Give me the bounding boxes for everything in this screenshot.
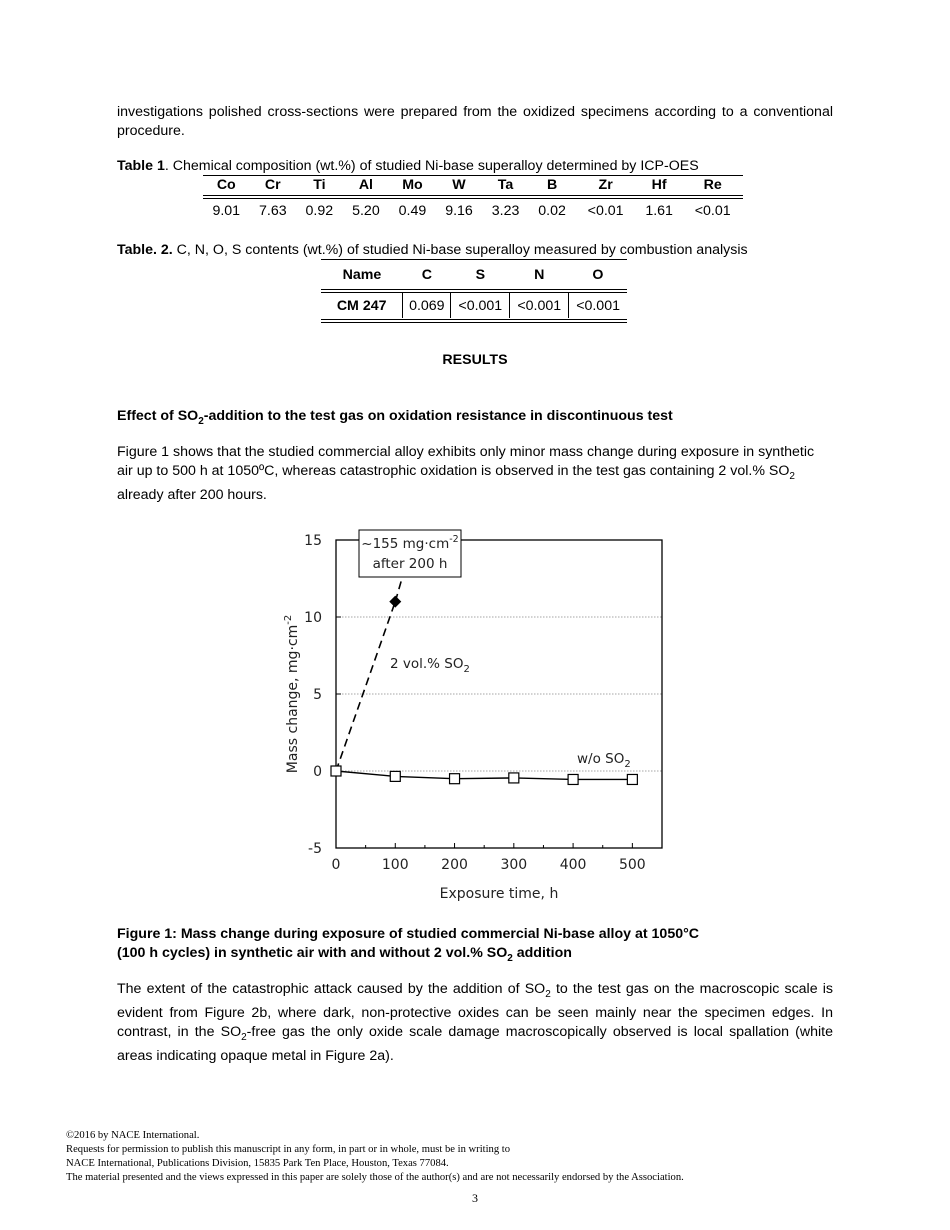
- table1-header: Al: [358, 177, 373, 193]
- y-axis-label: [283, 615, 301, 773]
- subsection-text-pre: Effect of SO: [117, 408, 199, 424]
- paragraph-1: [117, 443, 827, 504]
- table1-cell: 9.16: [445, 203, 473, 219]
- table2-caption: [117, 241, 837, 260]
- table2-grid: [321, 260, 627, 323]
- table1-header: Zr: [598, 177, 613, 193]
- series-air-point: [450, 774, 460, 784]
- y-tick-label: -5: [308, 841, 322, 857]
- x-axis-label: Exposure time, h: [439, 886, 559, 902]
- series-label-so2-text: 2 vol.% SO: [390, 656, 464, 672]
- table2-header: S: [475, 266, 486, 283]
- table1-caption: [117, 157, 837, 176]
- table1-cell: 9.01: [212, 203, 241, 219]
- annotation-line1: [361, 534, 458, 552]
- footer-disclaimer: The material presented and the views expressed in this paper are solely those of the author(s) and are not necessarily endorsed by the Association.: [66, 1172, 684, 1183]
- table2-cell: <0.001: [510, 293, 569, 318]
- table2: [321, 259, 627, 323]
- table1-header: Mo: [402, 177, 423, 193]
- subsection-sub: 2: [198, 415, 204, 427]
- table2-header: N: [534, 266, 545, 283]
- table2-cell: <0.001: [451, 293, 510, 318]
- table1: [203, 175, 743, 222]
- paragraph1-text: Figure 1 shows that the studied commercial alloy exhibits only minor mass change during exposure in synthetic air up to 500 h at 1050ºC, whereas catastrophic oxidation is observed in the test gas containing 2 vol.% SO: [117, 444, 815, 479]
- y-tick-label: 5: [313, 687, 322, 703]
- series-air-point: [509, 773, 519, 783]
- paragraph2-text-1: The extent of the catastrophic attack caused by the addition of SO: [117, 981, 546, 997]
- annotation-line1-sup: -2: [449, 534, 459, 545]
- chart-gridlines: [336, 617, 662, 771]
- figure1-caption-line2: [117, 944, 699, 968]
- series-so2-line: [336, 602, 395, 771]
- paragraph1-sub: 2: [789, 470, 795, 482]
- annotation-line1-text: ~155 mg·cm: [361, 536, 450, 552]
- intro-paragraph: investigations polished cross-sections were prepared from the oxidized specimens according to a conventional procedure.: [117, 104, 833, 139]
- table1-header: Hf: [651, 177, 667, 193]
- table1-header: W: [452, 177, 466, 193]
- table2-header-row: [321, 260, 627, 289]
- series-label-air: [577, 751, 631, 770]
- paragraph2-text-3: -free gas the only oxide scale damage macroscopically observed is local spallation (white areas indicating opaque metal in Figure 2a).: [117, 1023, 833, 1065]
- table1-cell: <0.01: [587, 203, 624, 219]
- x-tick-label: 400: [559, 857, 587, 873]
- figure1-caption-line1: Figure 1: Mass change during exposure of studied commercial Ni-base alloy at 1050°C: [117, 926, 700, 942]
- figure1-chart: [270, 520, 680, 905]
- series-air-line: [336, 771, 632, 779]
- x-tick-label: 500: [618, 857, 646, 873]
- x-tick-label: 200: [441, 857, 468, 873]
- table1-header: Co: [216, 177, 236, 193]
- paragraph1-text-end: already after 200 hours.: [117, 486, 267, 503]
- table1-header: Ti: [313, 177, 326, 193]
- y-axis-label-sup: -2: [283, 614, 294, 625]
- table1-header-row: [203, 176, 743, 194]
- table1-cell: <0.01: [694, 203, 731, 219]
- table2-header: Name: [342, 267, 382, 283]
- footer-permission: Requests for permission to publish this manuscript in any form, in part or in whole, must be in writing to: [66, 1144, 511, 1155]
- series-air-point: [568, 774, 578, 784]
- y-tick-label: 15: [304, 533, 322, 549]
- subsection-text-post: -addition to the test gas on oxidation resistance in discontinuous test: [203, 408, 673, 424]
- table2-caption-text: C, N, O, S contents (wt.%) of studied Ni-base superalloy measured by combustion analysis: [172, 242, 748, 258]
- table1-label: Table 1: [117, 158, 165, 174]
- results-heading: RESULTS: [442, 352, 508, 368]
- x-tick-label: 300: [500, 857, 528, 873]
- table1-header: B: [546, 177, 558, 193]
- series-air-point: [390, 771, 400, 781]
- paragraph-2: [117, 980, 833, 1066]
- footer-copyright: ©2016 by NACE International.: [66, 1130, 200, 1141]
- figure1-caption-line2-end: addition: [512, 944, 572, 961]
- table1-caption-text: . Chemical composition (wt.%) of studied Ni-base superalloy determined by ICP-OES: [164, 158, 699, 174]
- table1-cell: 1.61: [645, 203, 673, 219]
- table1-header: Re: [703, 177, 722, 193]
- series-label-so2-sub: 2: [463, 664, 470, 675]
- table2-cell: <0.001: [576, 298, 620, 314]
- annotation-line2: after 200 h: [372, 556, 448, 572]
- figure1-caption-line2-text: (100 h cycles) in synthetic air with and without 2 vol.% SO: [117, 944, 508, 961]
- table1-header: Ta: [497, 177, 514, 193]
- series-label-air-text: w/o SO: [577, 751, 625, 767]
- table1-cell: 0.92: [305, 203, 334, 219]
- table2-label: Table. 2.: [117, 242, 173, 258]
- table1-cell: 7.63: [259, 203, 287, 219]
- table1-cell: 5.20: [352, 203, 380, 219]
- footer-address: NACE International, Publications Division, 15835 Park Ten Place, Houston, Texas 77084.: [66, 1158, 449, 1169]
- y-tick-label: 10: [304, 610, 322, 626]
- table2-cell: CM 247: [321, 293, 403, 318]
- table2-header: O: [592, 266, 604, 283]
- footer: [66, 1129, 886, 1185]
- table1-grid: [203, 176, 743, 222]
- subsection-heading: [117, 408, 673, 427]
- page-number: 3: [472, 1191, 478, 1205]
- series-air-point: [331, 766, 341, 776]
- figure1-caption-sub: 2: [507, 952, 513, 964]
- paragraph2-text-2: to the test gas on the macroscopic scale is evident from Figure 2b, where dark, non-protective oxides can be seen mainly near the specimen edges. In contrast, in the SO: [117, 981, 833, 1040]
- y-tick-label: 0: [313, 764, 322, 780]
- table1-cell: 3.23: [491, 203, 520, 219]
- series-label-air-sub: 2: [624, 759, 631, 770]
- y-axis-label-text: Mass change, mg·cm: [285, 624, 301, 774]
- series-label-so2: [390, 656, 470, 675]
- series-air-point: [627, 774, 637, 784]
- table1-value-row: [203, 199, 743, 222]
- x-tick-label: 100: [381, 857, 409, 873]
- table2-value-row: [321, 293, 627, 318]
- table1-header: Cr: [264, 177, 281, 193]
- x-tick-label: 0: [331, 857, 341, 873]
- paragraph2-sub-1: 2: [545, 988, 551, 1000]
- table2-cell: 0.069: [403, 293, 451, 318]
- paragraph2-sub-2: 2: [241, 1031, 247, 1043]
- figure1-caption: [117, 925, 699, 968]
- series-so2-point: [389, 596, 401, 608]
- table1-cell: 0.49: [398, 203, 427, 219]
- table2-header: C: [421, 266, 432, 283]
- table1-cell: 0.02: [538, 203, 566, 219]
